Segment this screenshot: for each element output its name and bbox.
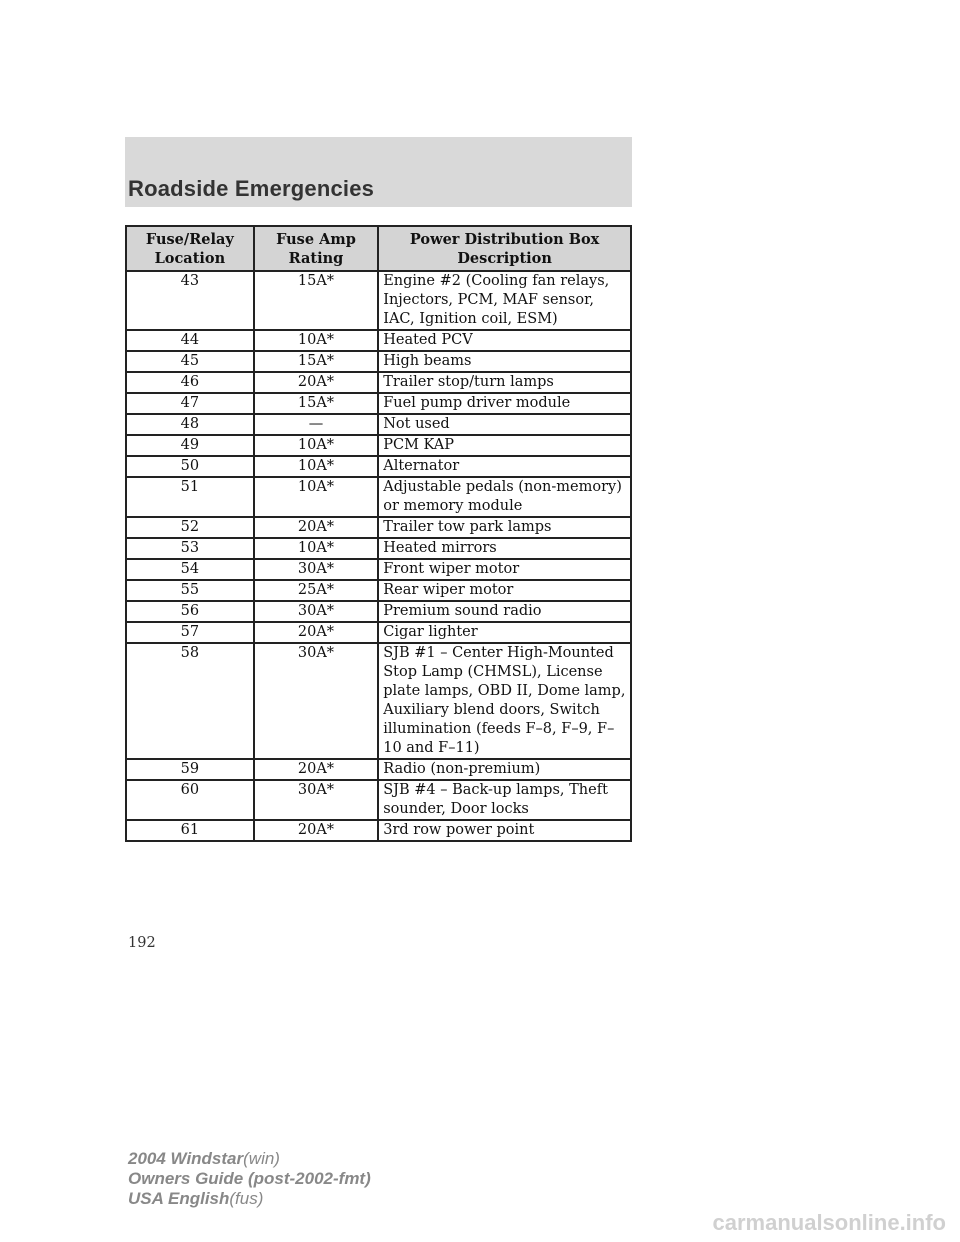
cell-amp-rating: 10A* xyxy=(254,456,378,477)
cell-location: 46 xyxy=(126,372,254,393)
table-row xyxy=(126,456,631,477)
cell-description: Adjustable pedals (non-memory) or memory module xyxy=(378,477,631,517)
cell-amp-rating: 30A* xyxy=(254,559,378,580)
cell-amp-rating: 20A* xyxy=(254,517,378,538)
cell-location: 56 xyxy=(126,601,254,622)
cell-location: 59 xyxy=(126,759,254,780)
cell-location: 51 xyxy=(126,477,254,517)
cell-description: Heated mirrors xyxy=(378,538,631,559)
cell-location: 58 xyxy=(126,643,254,759)
watermark: carmanualsonline.info xyxy=(712,1210,946,1235)
cell-description: Front wiper motor xyxy=(378,559,631,580)
footer-line-model: 2004 Windstar(win) xyxy=(128,1149,280,1168)
cell-amp-rating: 10A* xyxy=(254,538,378,559)
cell-location: 55 xyxy=(126,580,254,601)
cell-location: 52 xyxy=(126,517,254,538)
table-header-row xyxy=(126,226,631,271)
table-row xyxy=(126,271,631,330)
column-header-location: Fuse/Relay Location xyxy=(126,226,254,271)
cell-description: SJB #4 – Back-up lamps, Theft sounder, Door locks xyxy=(378,780,631,820)
table-row xyxy=(126,372,631,393)
section-title: Roadside Emergencies xyxy=(128,176,375,201)
cell-location: 54 xyxy=(126,559,254,580)
footer-line-guide: Owners Guide (post-2002-fmt) xyxy=(128,1169,371,1188)
cell-amp-rating: 20A* xyxy=(254,759,378,780)
cell-location: 61 xyxy=(126,820,254,841)
cell-amp-rating: 20A* xyxy=(254,622,378,643)
cell-amp-rating: 30A* xyxy=(254,601,378,622)
cell-amp-rating: 10A* xyxy=(254,330,378,351)
cell-description: Premium sound radio xyxy=(378,601,631,622)
table-row xyxy=(126,580,631,601)
footer-line-language: USA English(fus) xyxy=(128,1189,264,1208)
cell-amp-rating: 25A* xyxy=(254,580,378,601)
cell-description: SJB #1 – Center High-Mounted Stop Lamp (CHMSL), License plate lamps, OBD II, Dome lamp, Auxiliary blend doors, Switch illumination (feeds F–8, F–9, F–10 and F–11) xyxy=(378,643,631,759)
table-row xyxy=(126,330,631,351)
cell-amp-rating: 30A* xyxy=(254,780,378,820)
cell-location: 45 xyxy=(126,351,254,372)
cell-amp-rating: 10A* xyxy=(254,435,378,456)
footer xyxy=(128,1149,371,1209)
cell-description: Cigar lighter xyxy=(378,622,631,643)
cell-description: Heated PCV xyxy=(378,330,631,351)
cell-description: Alternator xyxy=(378,456,631,477)
column-header-amp-rating: Fuse Amp Rating xyxy=(254,226,378,271)
cell-amp-rating: — xyxy=(254,414,378,435)
table-row xyxy=(126,820,631,841)
cell-amp-rating: 15A* xyxy=(254,393,378,414)
cell-location: 50 xyxy=(126,456,254,477)
table-row xyxy=(126,643,631,759)
cell-amp-rating: 15A* xyxy=(254,351,378,372)
table-row xyxy=(126,538,631,559)
table-row xyxy=(126,759,631,780)
table-row xyxy=(126,780,631,820)
cell-amp-rating: 30A* xyxy=(254,643,378,759)
cell-amp-rating: 10A* xyxy=(254,477,378,517)
cell-location: 43 xyxy=(126,271,254,330)
cell-amp-rating: 20A* xyxy=(254,372,378,393)
table-row xyxy=(126,477,631,517)
cell-location: 49 xyxy=(126,435,254,456)
cell-description: Engine #2 (Cooling fan relays, Injectors, PCM, MAF sensor, IAC, Ignition coil, ESM) xyxy=(378,271,631,330)
cell-location: 48 xyxy=(126,414,254,435)
cell-description: Not used xyxy=(378,414,631,435)
cell-description: Rear wiper motor xyxy=(378,580,631,601)
table-row xyxy=(126,517,631,538)
cell-location: 60 xyxy=(126,780,254,820)
cell-description: Trailer tow park lamps xyxy=(378,517,631,538)
table-row xyxy=(126,435,631,456)
page-number: 192 xyxy=(128,935,156,951)
table-row xyxy=(126,559,631,580)
table-row xyxy=(126,393,631,414)
cell-location: 44 xyxy=(126,330,254,351)
cell-description: Fuel pump driver module xyxy=(378,393,631,414)
cell-location: 53 xyxy=(126,538,254,559)
cell-description: Trailer stop/turn lamps xyxy=(378,372,631,393)
cell-description: 3rd row power point xyxy=(378,820,631,841)
cell-description: High beams xyxy=(378,351,631,372)
table-row xyxy=(126,622,631,643)
cell-amp-rating: 20A* xyxy=(254,820,378,841)
table-row xyxy=(126,414,631,435)
cell-amp-rating: 15A* xyxy=(254,271,378,330)
fuse-table xyxy=(125,225,632,842)
table-row xyxy=(126,601,631,622)
cell-description: Radio (non-premium) xyxy=(378,759,631,780)
cell-location: 47 xyxy=(126,393,254,414)
column-header-description: Power Distribution Box Description xyxy=(378,226,631,271)
cell-description: PCM KAP xyxy=(378,435,631,456)
table-row xyxy=(126,351,631,372)
table-body xyxy=(126,271,631,841)
cell-location: 57 xyxy=(126,622,254,643)
